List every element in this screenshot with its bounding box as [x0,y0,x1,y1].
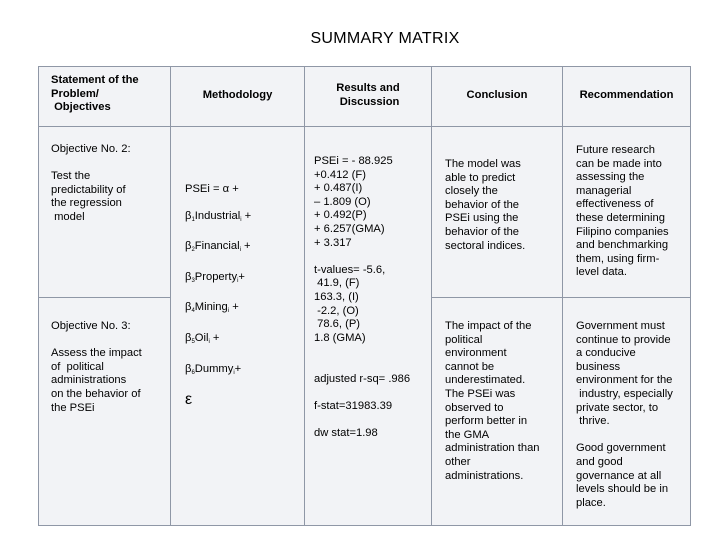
conclusion3-line: other [445,455,471,468]
header-results-line: Discussion [336,95,400,108]
results-line: 1.8 (GMA) [314,331,366,344]
conclusion3-line: observed to [445,401,504,414]
methodology-term-isub: i [227,308,230,315]
results-line [314,413,430,427]
methodology-term [185,240,303,258]
methodology-terms [185,210,303,381]
results-line: dw stat=1.98 [314,426,378,439]
spacer [51,334,169,348]
column-divider [170,67,171,525]
recommendation3-line: Good government [576,442,666,455]
methodology-term-sub: 2 [191,247,195,254]
results-line: 163.3, (I) [314,290,359,303]
recommendation2-cell [576,144,690,280]
header-recommendation-label: Recommendation [579,89,674,101]
conclusion2-line: closely the [445,185,498,198]
methodology-term-isub: i [240,216,242,223]
conclusion3-line: perform better in [445,415,528,428]
recommendation3-line: Government must [576,320,665,332]
methodology-term-op: + [241,209,252,222]
recommendation2-line: managerial [576,184,632,197]
objective3-line: administrations [51,374,127,387]
methodology-term-sub: 4 [191,308,195,315]
methodology-term-beta: β [185,270,192,283]
results-line: 41.9, (F) [314,277,360,290]
methodology-term-beta: β [185,362,192,375]
results-line: – 1.809 (O) [314,195,371,208]
header-statement-line: Statement of the [51,74,139,86]
methodology-term-sub: 1 [191,216,195,223]
header-statement-line: Objectives [51,101,111,114]
recommendation3-line: governance at all [576,469,662,482]
recommendation3-line: and good [576,455,623,468]
conclusion2-line: behavior of the [445,225,520,238]
header-statement-line: Problem/ [51,87,99,100]
conclusion3-line: The impact of the [445,320,532,332]
recommendation3-cell [576,320,690,510]
recommendation3-line: continue to provide [576,333,671,346]
results-line: + 6.257(GMA) [314,222,385,235]
header-recommendation [563,89,690,103]
recommendation2-line: assessing the [576,171,645,184]
recommendation2-line: these determining [576,211,665,224]
objective3-line: the PSEi [51,401,95,414]
results-line [314,250,430,264]
recommendation2-line: Future research [576,144,655,156]
header-results [305,82,431,109]
recommendation2-line: and benchmarking [576,239,669,252]
summary-matrix-table [38,66,691,526]
methodology-term-op: + [229,301,239,314]
methodology-term-name: Oil [194,331,209,344]
methodology-term-beta: β [185,240,192,253]
row-divider [39,126,690,127]
objective3-text [51,347,169,415]
methodology-term-sub: 3 [191,277,195,284]
recommendation3-line: industry, especially [576,387,673,400]
methodology-term-name: Property [194,270,238,283]
methodology-term-isub: i [233,369,235,376]
methodology-term-sub: 5 [191,338,195,345]
methodology-term-isub: i [239,247,241,254]
conclusion2-line: sectoral indices. [445,239,526,252]
methodology-term-beta: β [185,301,192,314]
header-methodology [171,89,304,103]
results-line: f-stat=31983.39 [314,399,393,412]
recommendation2-line: effectiveness of [576,198,654,211]
row-divider [39,297,170,298]
results-cell [314,155,430,440]
header-methodology-label: Methodology [202,89,273,101]
header-conclusion [432,89,562,103]
recommendation3-line: levels should be in [576,483,669,496]
objective2-line: model [51,210,85,223]
methodology-cell [185,183,303,407]
results-line: -2.2, (O) [314,304,359,317]
methodology-term [185,301,303,319]
recommendation2-line: them, using firm- [576,252,660,265]
results-line: adjusted r-sq= .986 [314,372,411,385]
objective3-cell [51,320,169,415]
conclusion3-line: political [445,333,483,346]
results-line [314,359,430,373]
objective2-text [51,170,169,224]
methodology-term-op: + [240,240,251,253]
conclusion3-line: environment [445,347,507,360]
results-line: t-values= -5.6, [314,263,386,276]
methodology-term-name: Industrial [194,209,241,222]
methodology-term-sub: 6 [191,369,195,376]
methodology-term-name: Financial [194,240,240,253]
methodology-term [185,210,303,228]
objective3-title: Objective No. 3: [51,320,131,332]
conclusion3-line: the GMA [445,428,490,441]
header-statement [51,74,169,115]
results-line: + 0.487(I) [314,182,363,195]
methodology-term-name: Mining [194,301,228,314]
conclusion3-line: underestimated. [445,374,526,387]
recommendation2-line: Filipino companies [576,225,669,238]
objective3-line: of political [51,360,104,373]
conclusion3-cell [445,320,561,483]
results-line: + 3.317 [314,236,352,249]
methodology-term [185,332,303,350]
results-line: + 0.492(P) [314,209,367,222]
epsilon-term: ε [185,391,193,409]
methodology-term-op: + [209,331,220,344]
methodology-equation-start: PSEi = α + [185,183,239,195]
conclusion2-line: The model was [445,158,521,170]
header-results-line: Results and [336,82,400,94]
recommendation3-line: a conducive [576,347,636,360]
conclusion3-line: administrations. [445,469,524,482]
methodology-term-beta: β [185,331,192,344]
conclusion2-line: PSEi using the [445,212,519,225]
conclusion2-line: able to predict [445,171,516,184]
objective2-cell [51,143,169,225]
methodology-term-isub: i [237,277,239,284]
objective2-line: predictability of [51,183,126,196]
results-line [314,345,430,359]
objective2-title: Objective No. 2: [51,143,131,155]
objective3-line: Assess the impact [51,347,142,360]
methodology-term-beta: β [185,209,192,222]
page-title: SUMMARY MATRIX [310,30,460,47]
recommendation3-line: private sector, to [576,401,659,414]
objective2-line: Test the [51,170,91,183]
row-divider [431,297,690,298]
methodology-term [185,271,303,289]
conclusion3-line: cannot be [445,360,495,373]
methodology-term [185,363,303,381]
column-divider [304,67,305,525]
results-line: 78.6, (P) [314,318,361,331]
recommendation2-line: can be made into [576,157,662,170]
header-conclusion-label: Conclusion [466,89,528,101]
results-line: +0.412 (F) [314,168,366,181]
results-line: PSEi = - 88.925 [314,155,393,167]
recommendation3-line: environment for the [576,374,673,387]
objective3-line: on the behavior of [51,387,141,400]
methodology-term-op: + [234,362,242,375]
conclusion2-cell [445,158,561,253]
results-line [314,386,430,400]
column-divider [562,67,563,525]
column-divider [431,67,432,525]
conclusion3-line: administration than [445,442,540,455]
spacer [51,157,169,171]
methodology-term-name: Dummy [194,362,234,375]
objective2-line: the regression [51,197,122,210]
recommendation3-line [576,429,690,443]
conclusion2-line: behavior of the [445,198,520,211]
methodology-term-op: + [238,270,245,283]
recommendation3-line: business [576,360,621,373]
recommendation3-line: thrive. [576,415,610,428]
conclusion3-line: The PSEi was [445,387,516,400]
methodology-term-isub: i [208,338,210,345]
recommendation2-line: level data. [576,266,627,279]
recommendation3-line: place. [576,496,606,509]
